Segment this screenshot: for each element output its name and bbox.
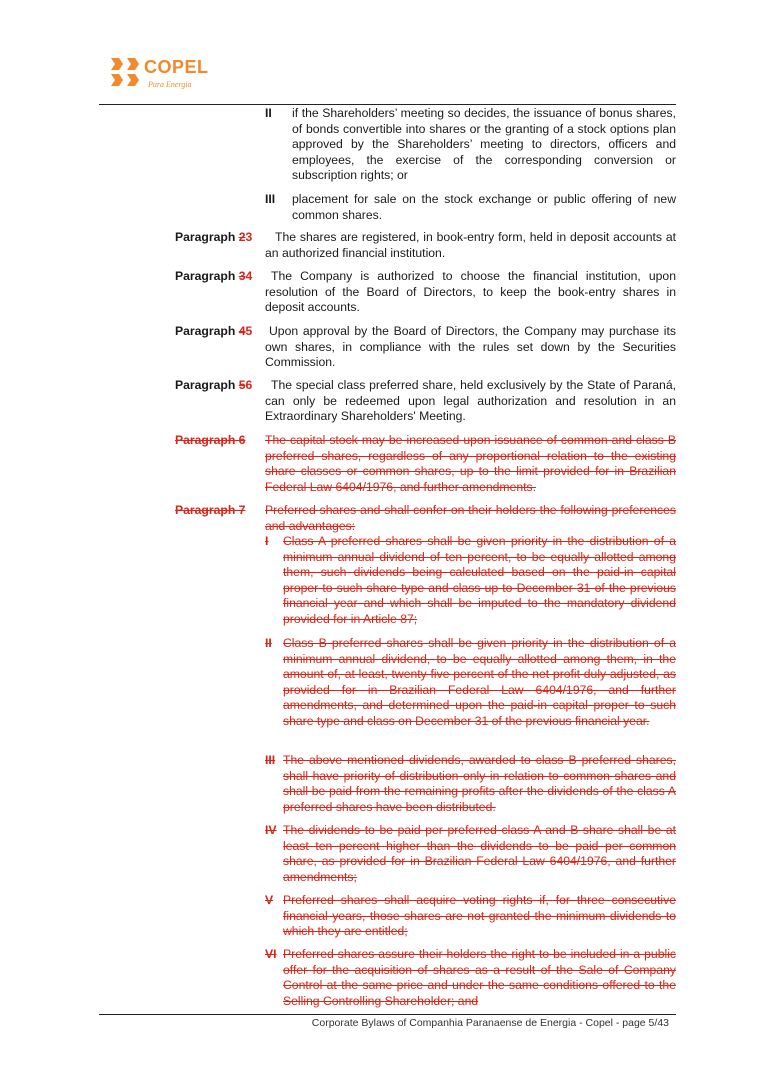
deleted-list-item bbox=[265, 823, 676, 887]
list-item bbox=[265, 192, 676, 224]
item-number: V bbox=[265, 893, 274, 907]
list-item bbox=[265, 106, 676, 186]
item-number: III bbox=[265, 753, 276, 767]
item-number: II bbox=[265, 636, 272, 650]
item-text: The above mentioned dividends, awarded to class B preferred shares, shall have priority of distribution only in relation to common shares and shall be paid from the remaining profits after the dividends of the class A preferred shares have been distributed. bbox=[283, 753, 676, 814]
paragraph bbox=[99, 269, 676, 317]
paragraph-text: The Company is authorized to choose the financial institution, upon resolution of the Board of Directors, to keep the book-entry shares in deposit accounts. bbox=[265, 269, 676, 315]
paragraph-new-number: 4 bbox=[245, 269, 253, 283]
header-divider bbox=[99, 104, 676, 105]
paragraph-old-number: 3 bbox=[238, 269, 246, 283]
copel-logo bbox=[108, 56, 218, 96]
paragraph-text: Preferred shares and shall confer on their holders the following preferences and advantages: bbox=[265, 503, 676, 533]
paragraph-text: The special class preferred share, held exclusively by the State of Paraná, can only be redeemed upon legal authorization and resolution in an Extraordinary Shareholders' Meeting. bbox=[265, 378, 676, 424]
paragraph-label: Paragraph bbox=[175, 324, 236, 338]
deleted-paragraph bbox=[99, 503, 676, 535]
paragraph-label: Paragraph bbox=[175, 269, 236, 283]
paragraph-label: Paragraph bbox=[175, 378, 236, 392]
item-number: IV bbox=[265, 823, 277, 837]
paragraph-new-number: 6 bbox=[245, 378, 253, 392]
paragraph bbox=[99, 230, 676, 262]
paragraph bbox=[99, 378, 676, 426]
item-number: III bbox=[265, 192, 276, 206]
item-text: Class B preferred shares shall be given priority in the distribution of a minimum annual dividend, to be equally allotted among them, in the amount of, at least, twenty five percent of the net profit duly adjusted, as provided for in Brazilian Federal Law 6404/1976, and further amendments, and determined upon the paid-in capital proper to such share type and class on December 31 of the previous financial year. bbox=[283, 636, 676, 728]
item-text: Class A preferred shares shall be given priority in the distribution of a minimum annual dividend of ten percent, to be equally allotted among them, such dividends being calculated based on the paid-in capital proper to such share type and class up to December 31 of the previous financial year and which shall be imputed to the mandatory dividend provided for in Article 87; bbox=[283, 534, 676, 626]
item-text: Preferred shares assure their holders the right to be included in a public offer for the acquisition of shares as a result of the Sale of Company Control at the same price and under the same conditions offered to the Selling Controlling Shareholder; and bbox=[283, 947, 676, 1008]
paragraph-new-number: 3 bbox=[245, 230, 253, 244]
item-number: II bbox=[265, 106, 272, 120]
deleted-list-item bbox=[265, 947, 676, 1011]
deleted-list-item bbox=[265, 753, 676, 817]
item-number: I bbox=[265, 534, 269, 548]
footer-divider bbox=[99, 1014, 676, 1015]
paragraph-old-number: 4 bbox=[238, 324, 246, 338]
paragraph-text: The shares are registered, in book-entry form, held in deposit accounts at an authorized financial institution. bbox=[265, 230, 676, 260]
deleted-list-item bbox=[265, 636, 676, 746]
page-footer: Corporate Bylaws of Companhia Paranaense de Energia - Copel - page 5/43 bbox=[311, 1017, 669, 1029]
copel-logo-icon bbox=[108, 56, 142, 90]
paragraph-old-number: 2 bbox=[238, 230, 246, 244]
logo-tagline: Pura Energia bbox=[148, 80, 192, 89]
item-text: placement for sale on the stock exchange or public offering of new common shares. bbox=[292, 192, 676, 222]
deleted-list-item bbox=[265, 534, 676, 630]
deleted-list-item bbox=[265, 893, 676, 941]
paragraph-new-number: 5 bbox=[245, 324, 253, 338]
paragraph-text: Upon approval by the Board of Directors, the Company may purchase its own shares, in compliance with the rules set down by the Securities Commission. bbox=[265, 324, 676, 370]
paragraph-label: Paragraph 6 bbox=[175, 433, 246, 447]
paragraph-label: Paragraph 7 bbox=[175, 503, 246, 517]
paragraph-old-number: 5 bbox=[238, 378, 246, 392]
deleted-paragraph bbox=[99, 433, 676, 497]
paragraph-label: Paragraph bbox=[175, 230, 236, 244]
paragraph-text: The capital stock may be increased upon issuance of common and class B preferred shares, regardless of any proportional relation to the existing share classes or common shares, up to the limit provided for in Brazilian Federal Law 6404/1976, and further amendments. bbox=[265, 433, 676, 494]
paragraph bbox=[99, 324, 676, 372]
item-text: The dividends to be paid per preferred class A and B share shall be at least ten percent higher than the dividends to be paid per common share, as provided for in Brazilian Federal Law 6404/1976, and further amendments; bbox=[283, 823, 676, 884]
item-number: VI bbox=[265, 947, 277, 961]
item-text: Preferred shares shall acquire voting rights if, for three consecutive financial years, those shares are not granted the minimum dividends to which they are entitled; bbox=[283, 893, 676, 939]
item-text: if the Shareholders’ meeting so decides, the issuance of bonus shares, of bonds convertible into shares or the granting of a stock options plan approved by the Shareholders’ meeting to directors, officers and employees, the exercise of the corresponding conversion or subscription rights; or bbox=[292, 106, 676, 183]
logo-wordmark: COPEL bbox=[144, 57, 209, 77]
